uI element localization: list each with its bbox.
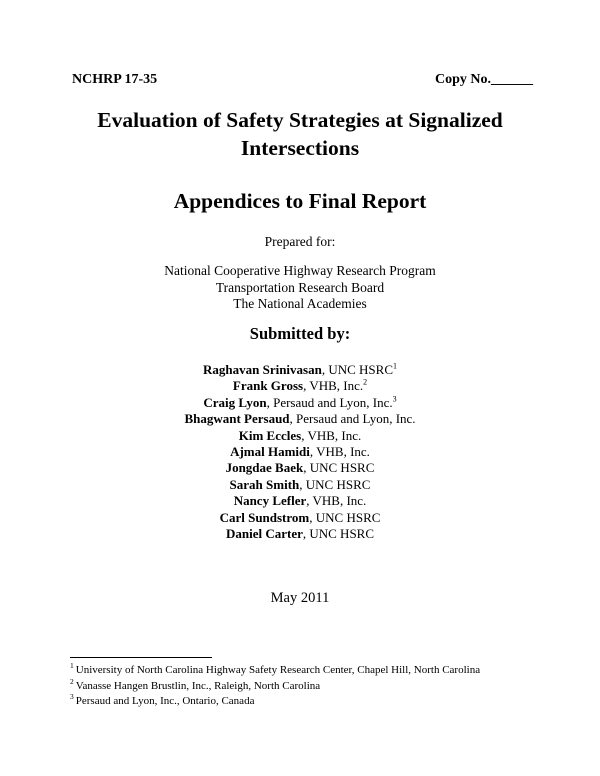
author-affiliation: , Persaud and Lyon, Inc. [289, 411, 416, 427]
copy-number-label: Copy No.______ [434, 72, 533, 87]
report-number: NCHRP 17-35 [72, 72, 158, 87]
submitted-by-heading: Submitted by: [249, 324, 351, 343]
author-affiliation: , VHB, Inc. [309, 444, 370, 460]
author-name: Daniel Carter [225, 526, 303, 542]
footnote-text: University of North Carolina Highway Safety Research Center, Chapel Hill, North Carolina [75, 664, 481, 676]
author-name: Craig Lyon [203, 394, 267, 410]
prepared-for-label: Prepared for: [264, 234, 336, 249]
report-date: May 2011 [270, 590, 330, 606]
author-name: Sarah Smith [229, 476, 300, 492]
author-name: Ajmal Hamidi [230, 444, 310, 460]
footnote [70, 676, 570, 695]
footnote-mark: 2 [70, 676, 74, 686]
footnote [70, 663, 570, 679]
footnote-text: Persaud and Lyon, Inc., Ontario, Canada [75, 695, 255, 707]
footnote-text: Vanasse Hangen Brustlin, Inc., Raleigh, North Carolina [75, 679, 321, 692]
footnote [70, 694, 570, 710]
author-affiliation: , VHB, Inc. [303, 378, 364, 394]
author-line [40, 378, 560, 394]
footnote-mark: 1 [70, 661, 74, 671]
author-affiliation: , UNC HSRC [299, 476, 371, 492]
author-affiliation: , UNC HSRC [321, 362, 393, 377]
footnote-mark: 3 [70, 692, 74, 702]
author-name: Bhagwant Persaud [184, 411, 290, 427]
author-line [40, 477, 560, 493]
author-line [40, 444, 560, 460]
author-name: Carl Sundstrom [219, 509, 310, 525]
author-footnote-mark: 1 [393, 361, 397, 371]
author-name: Kim Eccles [238, 427, 302, 443]
author-footnote-mark: 2 [363, 378, 368, 388]
author-name: Raghavan Srinivasan [202, 362, 322, 377]
author-list [40, 362, 560, 542]
author-line [40, 510, 560, 526]
author-name: Jongdae Baek [225, 460, 304, 476]
author-line [40, 362, 560, 378]
author-line [40, 395, 560, 411]
footnotes [70, 663, 570, 710]
report-title-line-1: Evaluation of Safety Strategies at Signalized [97, 108, 503, 132]
author-line [40, 526, 560, 542]
footnote-divider [70, 657, 212, 658]
prepared-for-organizations [40, 263, 560, 313]
author-affiliation: , VHB, Inc. [301, 427, 362, 443]
author-line [40, 411, 560, 427]
author-line [40, 460, 560, 476]
author-line [40, 428, 560, 444]
report-title-line-2: Intersections [240, 136, 360, 160]
author-line [40, 493, 560, 509]
organization-line: Transportation Research Board [215, 279, 385, 295]
report-title [40, 106, 560, 162]
report-subtitle: Appendices to Final Report [173, 189, 427, 213]
organization-line: National Cooperative Highway Research Program [164, 263, 436, 278]
author-footnote-mark: 3 [392, 394, 397, 404]
author-affiliation: , UNC HSRC [309, 509, 381, 525]
author-name: Nancy Lefler [233, 493, 307, 509]
author-affiliation: , UNC HSRC [302, 526, 375, 542]
author-affiliation: , Persaud and Lyon, Inc. [266, 394, 393, 410]
organization-line: The National Academies [233, 296, 367, 311]
author-affiliation: , UNC HSRC [303, 460, 375, 476]
author-affiliation: , VHB, Inc. [306, 493, 367, 509]
author-name: Frank Gross [232, 378, 304, 394]
